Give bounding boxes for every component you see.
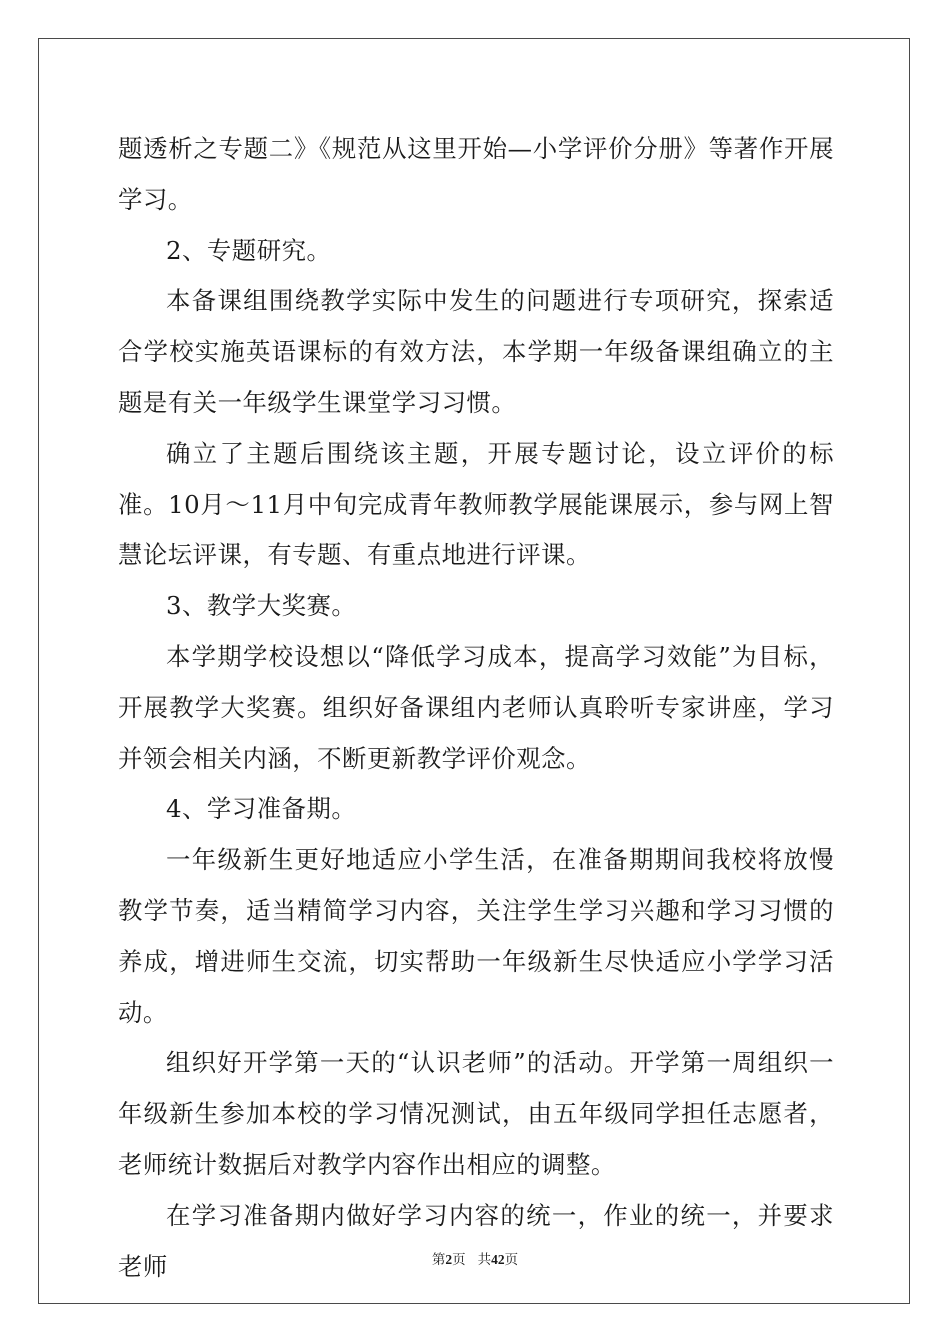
section-heading-2: 2、专题研究。 — [166, 235, 332, 265]
total-suffix: 页 — [504, 1252, 519, 1267]
paragraph-continuation: 题透析之专题二》《规范从这里开始—小学评价分册》等著作开展学习。 — [118, 134, 834, 214]
total-pages: 42 — [491, 1252, 505, 1267]
paragraph-truncated: 在学习准备期内做好学习内容的统一，作业的统一，并要求老师 — [118, 1200, 834, 1281]
paragraph: 本学期学校设想以“降低学习成本，提高学习效能”为目标，开展教学大奖赛。组织好备课组内老师认真聆听专家讲座，学习并领会相关内涵，不断更新教学评价观念。 — [118, 641, 834, 773]
page-suffix: 页 — [452, 1252, 466, 1267]
section-heading-3: 3、教学大奖赛。 — [166, 591, 357, 621]
section-heading-4: 4、学习准备期。 — [166, 794, 357, 824]
total-prefix: 共 — [477, 1252, 492, 1267]
paragraph: 一年级新生更好地适应小学生活，在准备期期间我校将放慢教学节奏，适当精简学习内容，关注学生学习兴趣和学习习惯的养成，增进师生交流，切实帮助一年级新生尽快适应小学学习活动。 — [118, 845, 834, 1027]
page-number: 2 — [445, 1252, 453, 1267]
document-body — [118, 124, 834, 1292]
paragraph: 组织好开学第一天的“认识老师”的活动。开学第一周组织一年级新生参加本校的学习情况测试，由五年级同学担任志愿者，老师统计数据后对教学内容作出相应的调整。 — [118, 1048, 834, 1179]
paragraph: 本备课组围绕教学实际中发生的问题进行专项研究，探索适合学校实施英语课标的有效方法，本学期一年级备课组确立的主题是有关一年级学生课堂学习习惯。 — [118, 286, 834, 417]
page-prefix: 第 — [431, 1252, 446, 1267]
page-footer — [0, 1248, 950, 1268]
paragraph: 确立了主题后围绕该主题，开展专题讨论，设立评价的标准。10月～11月中旬完成青年教师教学展能课展示，参与网上智慧论坛评课，有专题、有重点地进行评课。 — [118, 438, 834, 570]
